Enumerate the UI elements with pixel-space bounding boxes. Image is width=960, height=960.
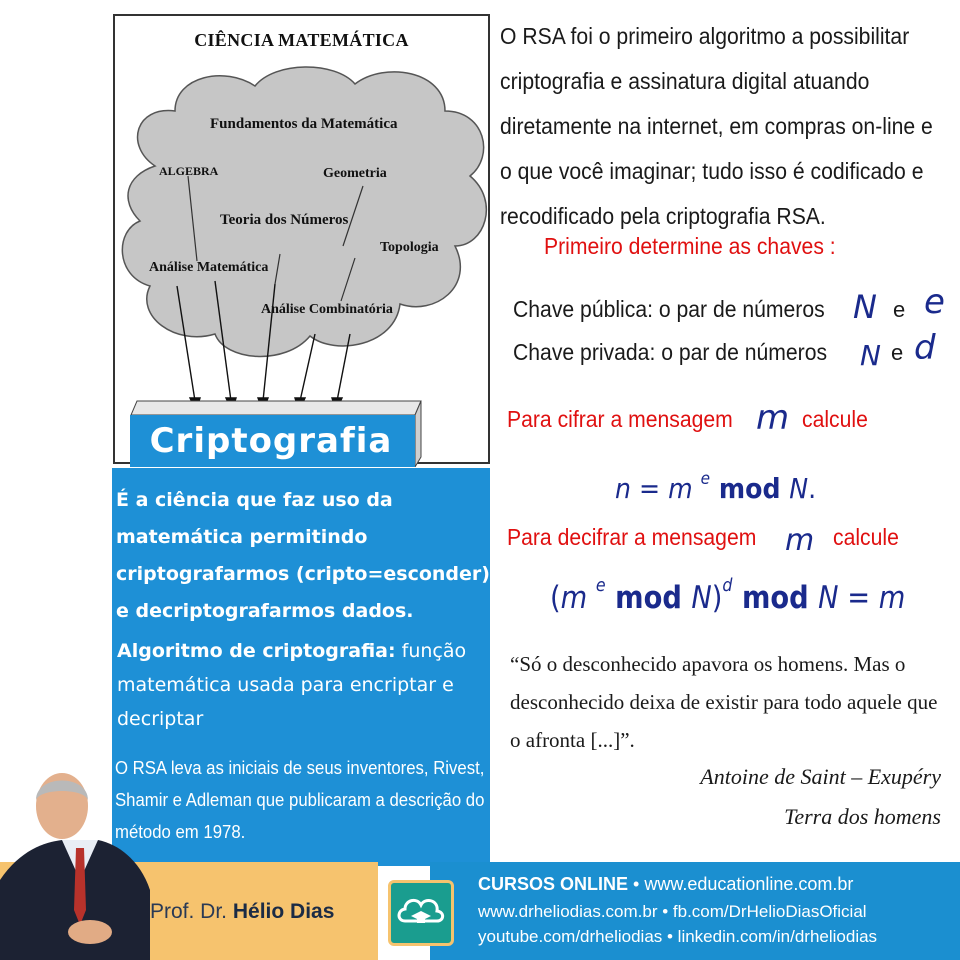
quote-author: Antoine de Saint – Exupéry: [700, 764, 941, 789]
footer-courses-line[interactable]: CURSOS ONLINE • www.educationline.com.br: [478, 874, 854, 894]
topic-analise-combinatoria: Análise Combinatória: [261, 302, 393, 317]
cloud-graduation-icon: [388, 880, 454, 946]
criptografia-definition: É a ciência que faz uso da matemática permitindo criptografarmos (cripto=esconder) e decriptografarmos dados.: [116, 489, 490, 622]
rsa-intro-line: criptografia e assinatura digital atuando: [500, 68, 870, 94]
algorithm-label: Algoritmo de criptografia:: [117, 640, 396, 662]
criptografia-title: Criptografia: [149, 421, 393, 461]
footer-website-line[interactable]: www.drheliodias.com.br • fb.com/DrHelioDiasOficial: [478, 902, 867, 921]
encrypt-message-m: m: [756, 398, 790, 438]
algorithm-description: [117, 634, 489, 736]
decrypt-message-m: m: [785, 523, 815, 558]
rsa-origin-text: [115, 752, 485, 848]
rsa-origin-line: Shamir e Adleman que publicaram a descrição do: [115, 790, 485, 810]
topic-topologia: Topologia: [380, 240, 439, 255]
public-key-and: e: [893, 297, 906, 322]
public-key-e: e: [924, 282, 945, 322]
private-key-d: d: [914, 328, 936, 368]
public-key-N: N: [853, 288, 877, 326]
topic-analise-matematica: Análise Matemática: [149, 260, 269, 275]
rsa-intro-line: diretamente na internet, em compras on-line e: [500, 113, 933, 139]
rsa-intro-line: o que você imaginar; tudo isso é codificado e: [500, 158, 924, 184]
step-keys-heading: Primeiro determine as chaves :: [544, 233, 836, 259]
diagram-title: CIÊNCIA MATEMÁTICA: [194, 30, 409, 50]
decrypt-heading: Para decifrar a mensagem: [507, 524, 757, 550]
encrypt-calcule: calcule: [802, 406, 868, 432]
private-key-N: N: [860, 339, 881, 372]
encrypt-formula: n = m $^e$ mod N.: [615, 468, 817, 505]
topic-algebra: ALGEBRA: [159, 164, 219, 178]
footer-social-line[interactable]: youtube.com/drheliodias • linkedin.com/in/drheliodias: [478, 927, 878, 946]
quote-text: “Só o desconhecido apavora os homens. Mas o desconhecido deixa de existir para todo aquele que o afronta [...]”.: [510, 652, 938, 752]
professor-portrait: [0, 760, 150, 960]
criptografia-info-panel: [112, 468, 490, 866]
topic-fundamentos: Fundamentos da Matemática: [210, 116, 398, 132]
private-key-and: e: [891, 340, 904, 365]
rsa-intro-line: recodificado pela criptografia RSA.: [500, 203, 826, 229]
decrypt-calcule: calcule: [833, 524, 899, 550]
algorithm-text: função matemática usada para encriptar e decriptar: [117, 640, 467, 730]
rsa-intro-line: O RSA foi o primeiro algoritmo a possibilitar: [500, 23, 910, 49]
topic-geometria: Geometria: [323, 166, 387, 181]
professor-name: Prof. Dr. Hélio Dias: [150, 900, 335, 923]
topic-teoria-numeros: Teoria dos Números: [220, 212, 349, 228]
private-key-line: Chave privada: o par de números: [513, 339, 828, 365]
public-key-line: Chave pública: o par de números: [513, 296, 825, 322]
decrypt-formula: (m $^e$ mod N)$^d$ mod N = m: [550, 574, 906, 616]
rsa-origin-line: O RSA leva as iniciais de seus inventores, Rivest,: [115, 758, 485, 778]
rsa-origin-line: método em 1978.: [115, 822, 246, 842]
rsa-intro: [500, 14, 933, 239]
encrypt-heading: Para cifrar a mensagem: [507, 406, 733, 432]
quote-book: Terra dos homens: [784, 804, 941, 829]
